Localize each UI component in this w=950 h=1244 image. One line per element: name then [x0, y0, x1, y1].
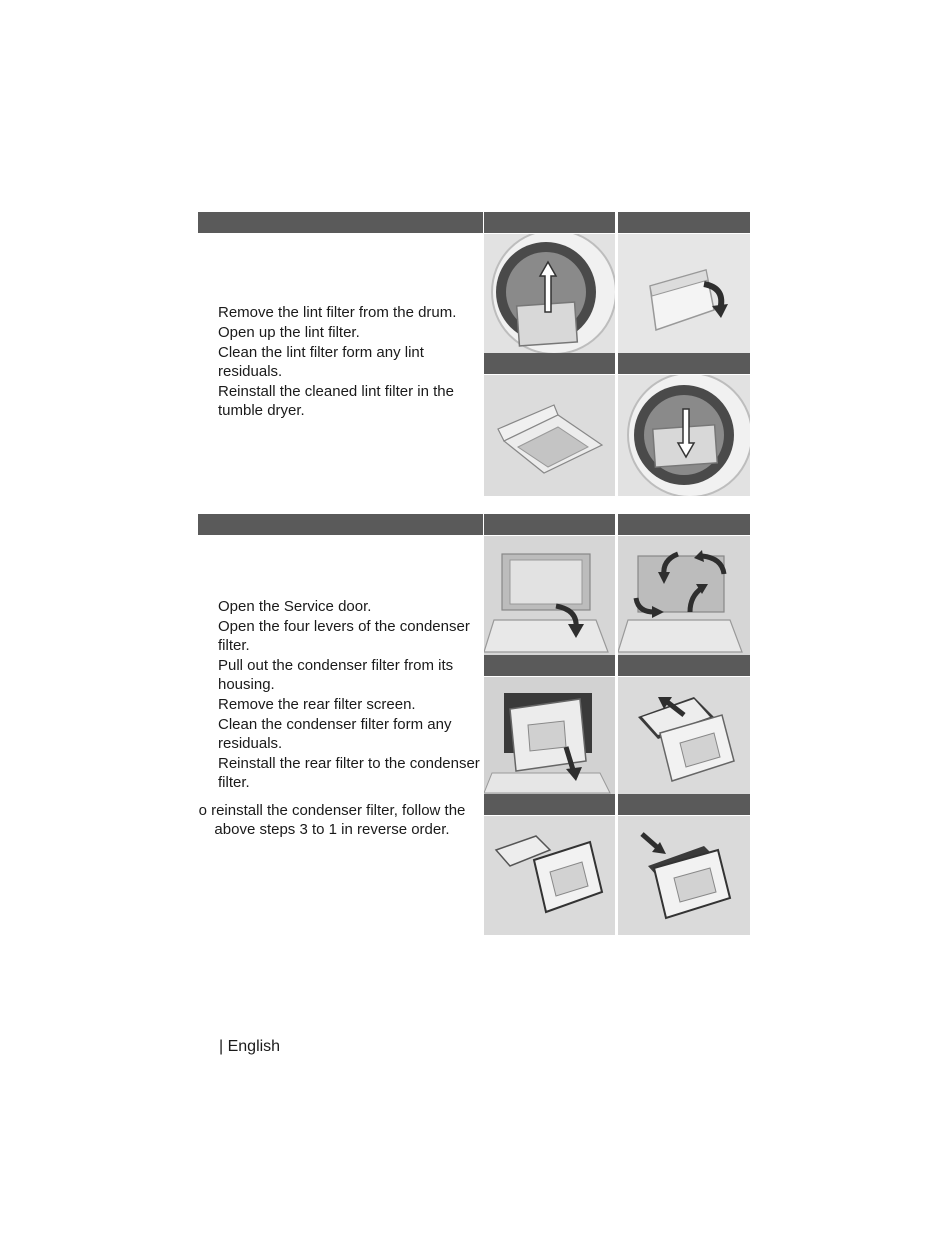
section2-photo-header-4 [618, 655, 750, 676]
section2-step-6: Reinstall the rear filter to the condenser filter. [218, 755, 480, 791]
section2-photo-header-1 [484, 514, 615, 535]
section2-step-1: Open the Service door. [218, 598, 372, 615]
section1-step-4: Reinstall the cleaned lint filter in the tumble dryer. [218, 383, 454, 419]
section1-step-2: Open up the lint filter. [218, 324, 360, 341]
section1-photo-header-3 [484, 353, 615, 374]
footer-language: | English [219, 1038, 281, 1055]
section1-photo-header-2 [618, 212, 750, 233]
photo-lint-filter-opened [484, 375, 615, 496]
section1-header-bar [198, 212, 483, 233]
photo-lint-filter-open [618, 234, 750, 353]
section2-photo-header-6 [618, 794, 750, 815]
photo-drum-remove-lint-filter [484, 234, 615, 353]
photo-rear-filter-screen-remove [618, 677, 750, 794]
section1-photo-header-1 [484, 212, 615, 233]
section1-step-1: Remove the lint filter from the drum. [218, 304, 457, 321]
section1-step-list [198, 303, 473, 421]
section2-step-3: Pull out the condenser filter from its housing. [218, 657, 454, 693]
reinstall-note: o reinstall the condenser filter, follow the above steps 3 to 1 in reverse order. [198, 802, 466, 838]
section2-photo-header-2 [618, 514, 750, 535]
section2-step-4: Remove the rear filter screen. [218, 696, 416, 713]
photo-service-door-open [484, 536, 615, 655]
photo-rear-filter-reinstall [618, 816, 750, 935]
section2-photo-header-3 [484, 655, 615, 676]
section2-step-2: Open the four levers of the condenser filter. [218, 618, 470, 654]
section2-step-list [198, 597, 480, 793]
photo-four-levers-open [618, 536, 750, 655]
section2-photo-header-5 [484, 794, 615, 815]
section2-header-bar [198, 514, 483, 535]
section2-step-5: Clean the condenser filter form any residuals. [218, 716, 452, 752]
section1-step-3: Clean the lint filter form any lint residuals. [218, 344, 424, 380]
photo-condenser-filter-pull-out [484, 677, 615, 794]
photo-drum-reinstall-lint-filter [618, 375, 750, 496]
section1-photo-header-4 [618, 353, 750, 374]
photo-rear-filter-screen-separated [484, 816, 615, 935]
